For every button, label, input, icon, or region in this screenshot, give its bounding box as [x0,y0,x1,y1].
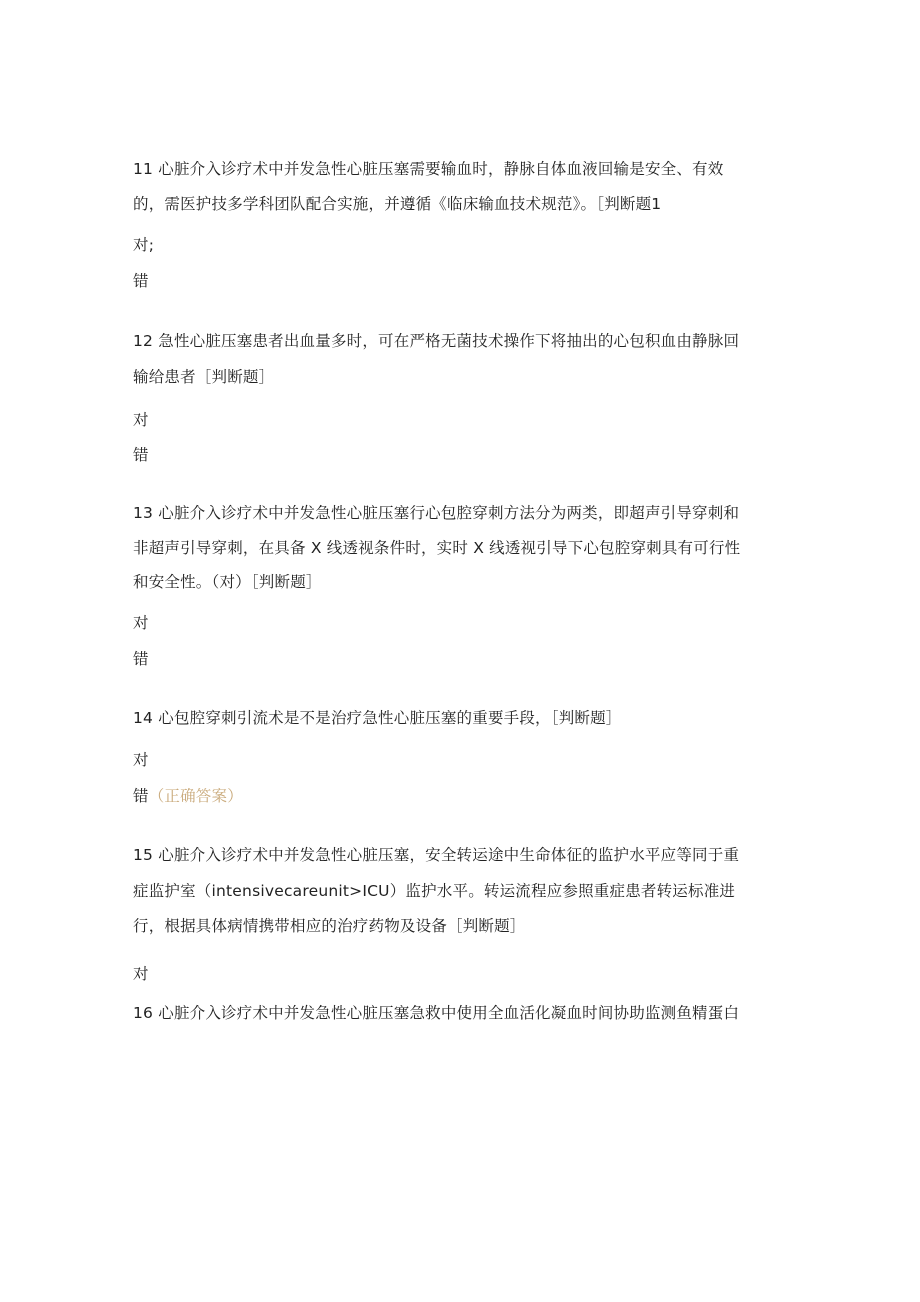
question-13-option-true: 对 [133,614,149,632]
question-15-line-3: 行，根据具体病情携带相应的治疗药物及设备［判断题］ [133,917,526,935]
question-14-option-true: 对 [133,751,149,769]
question-13-line-3: 和安全性。（对）［判断题］ [133,573,322,591]
question-11-line-1: 11 心脏介入诊疗术中并发急性心脏压塞需要输血时，静脉自体血液回输是安全、有效 [133,160,724,178]
question-12-line-1: 12 急性心脏压塞患者出血量多时，可在严格无菌技术操作下将抽出的心包积血由静脉回 [133,332,740,350]
question-14-line-1: 14 心包腔穿刺引流术是不是治疗急性心脏压塞的重要手段，［判断题］ [133,709,622,727]
correct-answer-tag: （正确答案） [148,787,243,805]
question-15-line-2: 症监护室（intensivecareunit>ICU）监护水平。转运流程应参照重症患者转运标准进 [133,882,736,900]
question-11-option-true: 对; [133,236,155,254]
question-11-line-2: 的，需医护技多学科团队配合实施，并遵循《临床输血技术规范》。［判断题1 [133,195,662,213]
question-16-line-1: 16 心脏介入诊疗术中并发急性心脏压塞急救中使用全血活化凝血时间协助监测鱼精蛋白 [133,1004,740,1022]
question-13-line-1: 13 心脏介入诊疗术中并发急性心脏压塞行心包腔穿刺方法分为两类，即超声引导穿刺和 [133,504,740,522]
question-12-option-false: 错 [133,446,149,464]
question-14-option-false: 错 [133,787,149,805]
question-11-option-false: 错 [133,272,149,290]
question-15-option-true: 对 [133,965,149,983]
question-13-line-2: 非超声引导穿刺，在具备 X 线透视条件时，实时 X 线透视引导下心包腔穿刺具有可行性 [133,539,741,557]
question-12-option-true: 对 [133,411,149,429]
question-12-line-2: 输给患者［判断题］ [133,368,275,386]
question-14-option-false-row [133,786,243,806]
question-15-line-1: 15 心脏介入诊疗术中并发急性心脏压塞，安全转运途中生命体征的监护水平应等同于重 [133,846,740,864]
question-13-option-false: 错 [133,650,149,668]
